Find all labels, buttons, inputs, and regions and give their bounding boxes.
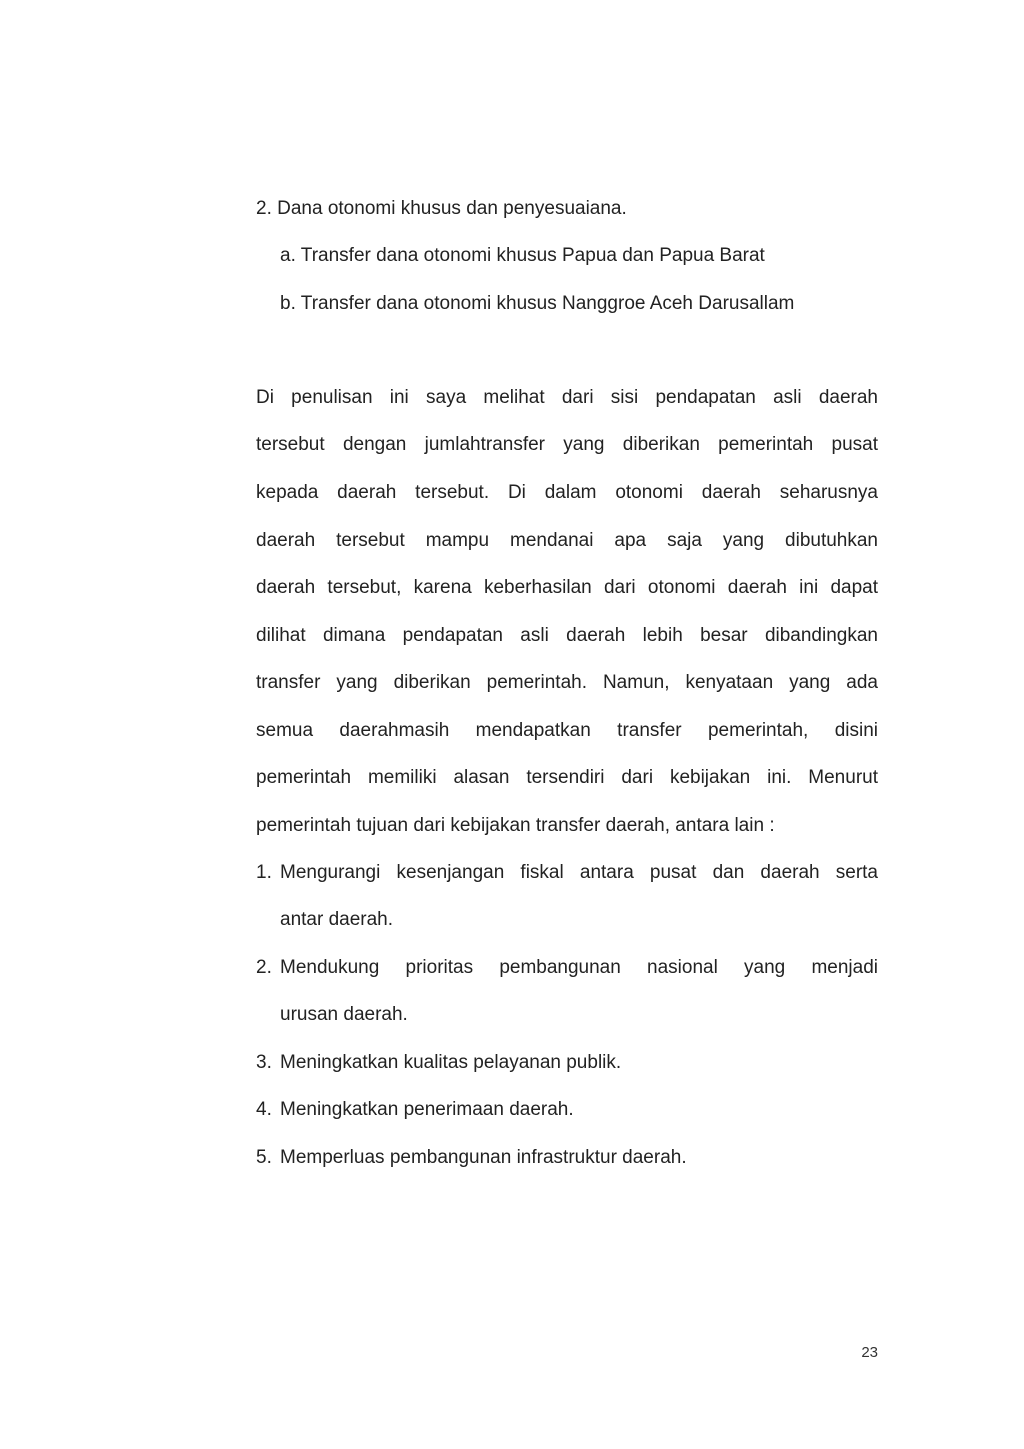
paragraph-line: daerah tersebut mampu mendanai apa saja yang dibutuhkan	[256, 530, 878, 551]
sub-item-text: Transfer dana otonomi khusus Papua dan Papua Barat	[300, 245, 765, 266]
goal-text-line: Mendukung prioritas pembangunan nasional yang menjadi	[280, 957, 878, 978]
section-title: Dana otonomi khusus dan penyesuaiana.	[277, 198, 627, 219]
goal-text-line: Meningkatkan kualitas pelayanan publik.	[280, 1052, 622, 1073]
goal-text-line: urusan daerah.	[280, 1004, 408, 1025]
paragraph-line: tersebut dengan jumlahtransfer yang diberikan pemerintah pusat	[256, 434, 878, 455]
sub-item-b	[280, 292, 794, 316]
goal-number: 5.	[256, 1147, 272, 1168]
page-number: 23	[861, 1344, 878, 1361]
goal-number: 3.	[256, 1052, 272, 1073]
goal-text-line: Memperluas pembangunan infrastruktur daerah.	[280, 1147, 687, 1168]
goal-number: 4.	[256, 1099, 272, 1120]
paragraph-line: daerah tersebut, karena keberhasilan dari otonomi daerah ini dapat	[256, 577, 878, 598]
goal-number: 1.	[256, 862, 272, 883]
goal-text-line: Mengurangi kesenjangan fiskal antara pusat dan daerah serta	[280, 862, 878, 883]
goal-number: 2.	[256, 957, 272, 978]
paragraph-line: pemerintah memiliki alasan tersendiri dari kebijakan ini. Menurut	[256, 767, 878, 788]
paragraph-line: pemerintah tujuan dari kebijakan transfer daerah, antara lain :	[256, 815, 775, 836]
paragraph-line: dilihat dimana pendapatan asli daerah lebih besar dibandingkan	[256, 625, 878, 646]
paragraph-line: transfer yang diberikan pemerintah. Namun, kenyataan yang ada	[256, 672, 878, 693]
paragraph-line: Di penulisan ini saya melihat dari sisi pendapatan asli daerah	[256, 387, 878, 408]
paragraph-line: semua daerahmasih mendapatkan transfer pemerintah, disini	[256, 720, 878, 741]
goal-text-line: Meningkatkan penerimaan daerah.	[280, 1099, 574, 1120]
paragraph-line: kepada daerah tersebut. Di dalam otonomi daerah seharusnya	[256, 482, 878, 503]
sub-item-marker: b.	[280, 293, 296, 314]
sub-item-marker: a.	[280, 245, 296, 266]
section-heading	[256, 197, 627, 221]
section-number: 2.	[256, 198, 272, 219]
goal-text-line: antar daerah.	[280, 909, 394, 930]
sub-item-text: Transfer dana otonomi khusus Nanggroe Aceh Darusallam	[300, 293, 795, 314]
sub-item-a	[280, 244, 765, 268]
